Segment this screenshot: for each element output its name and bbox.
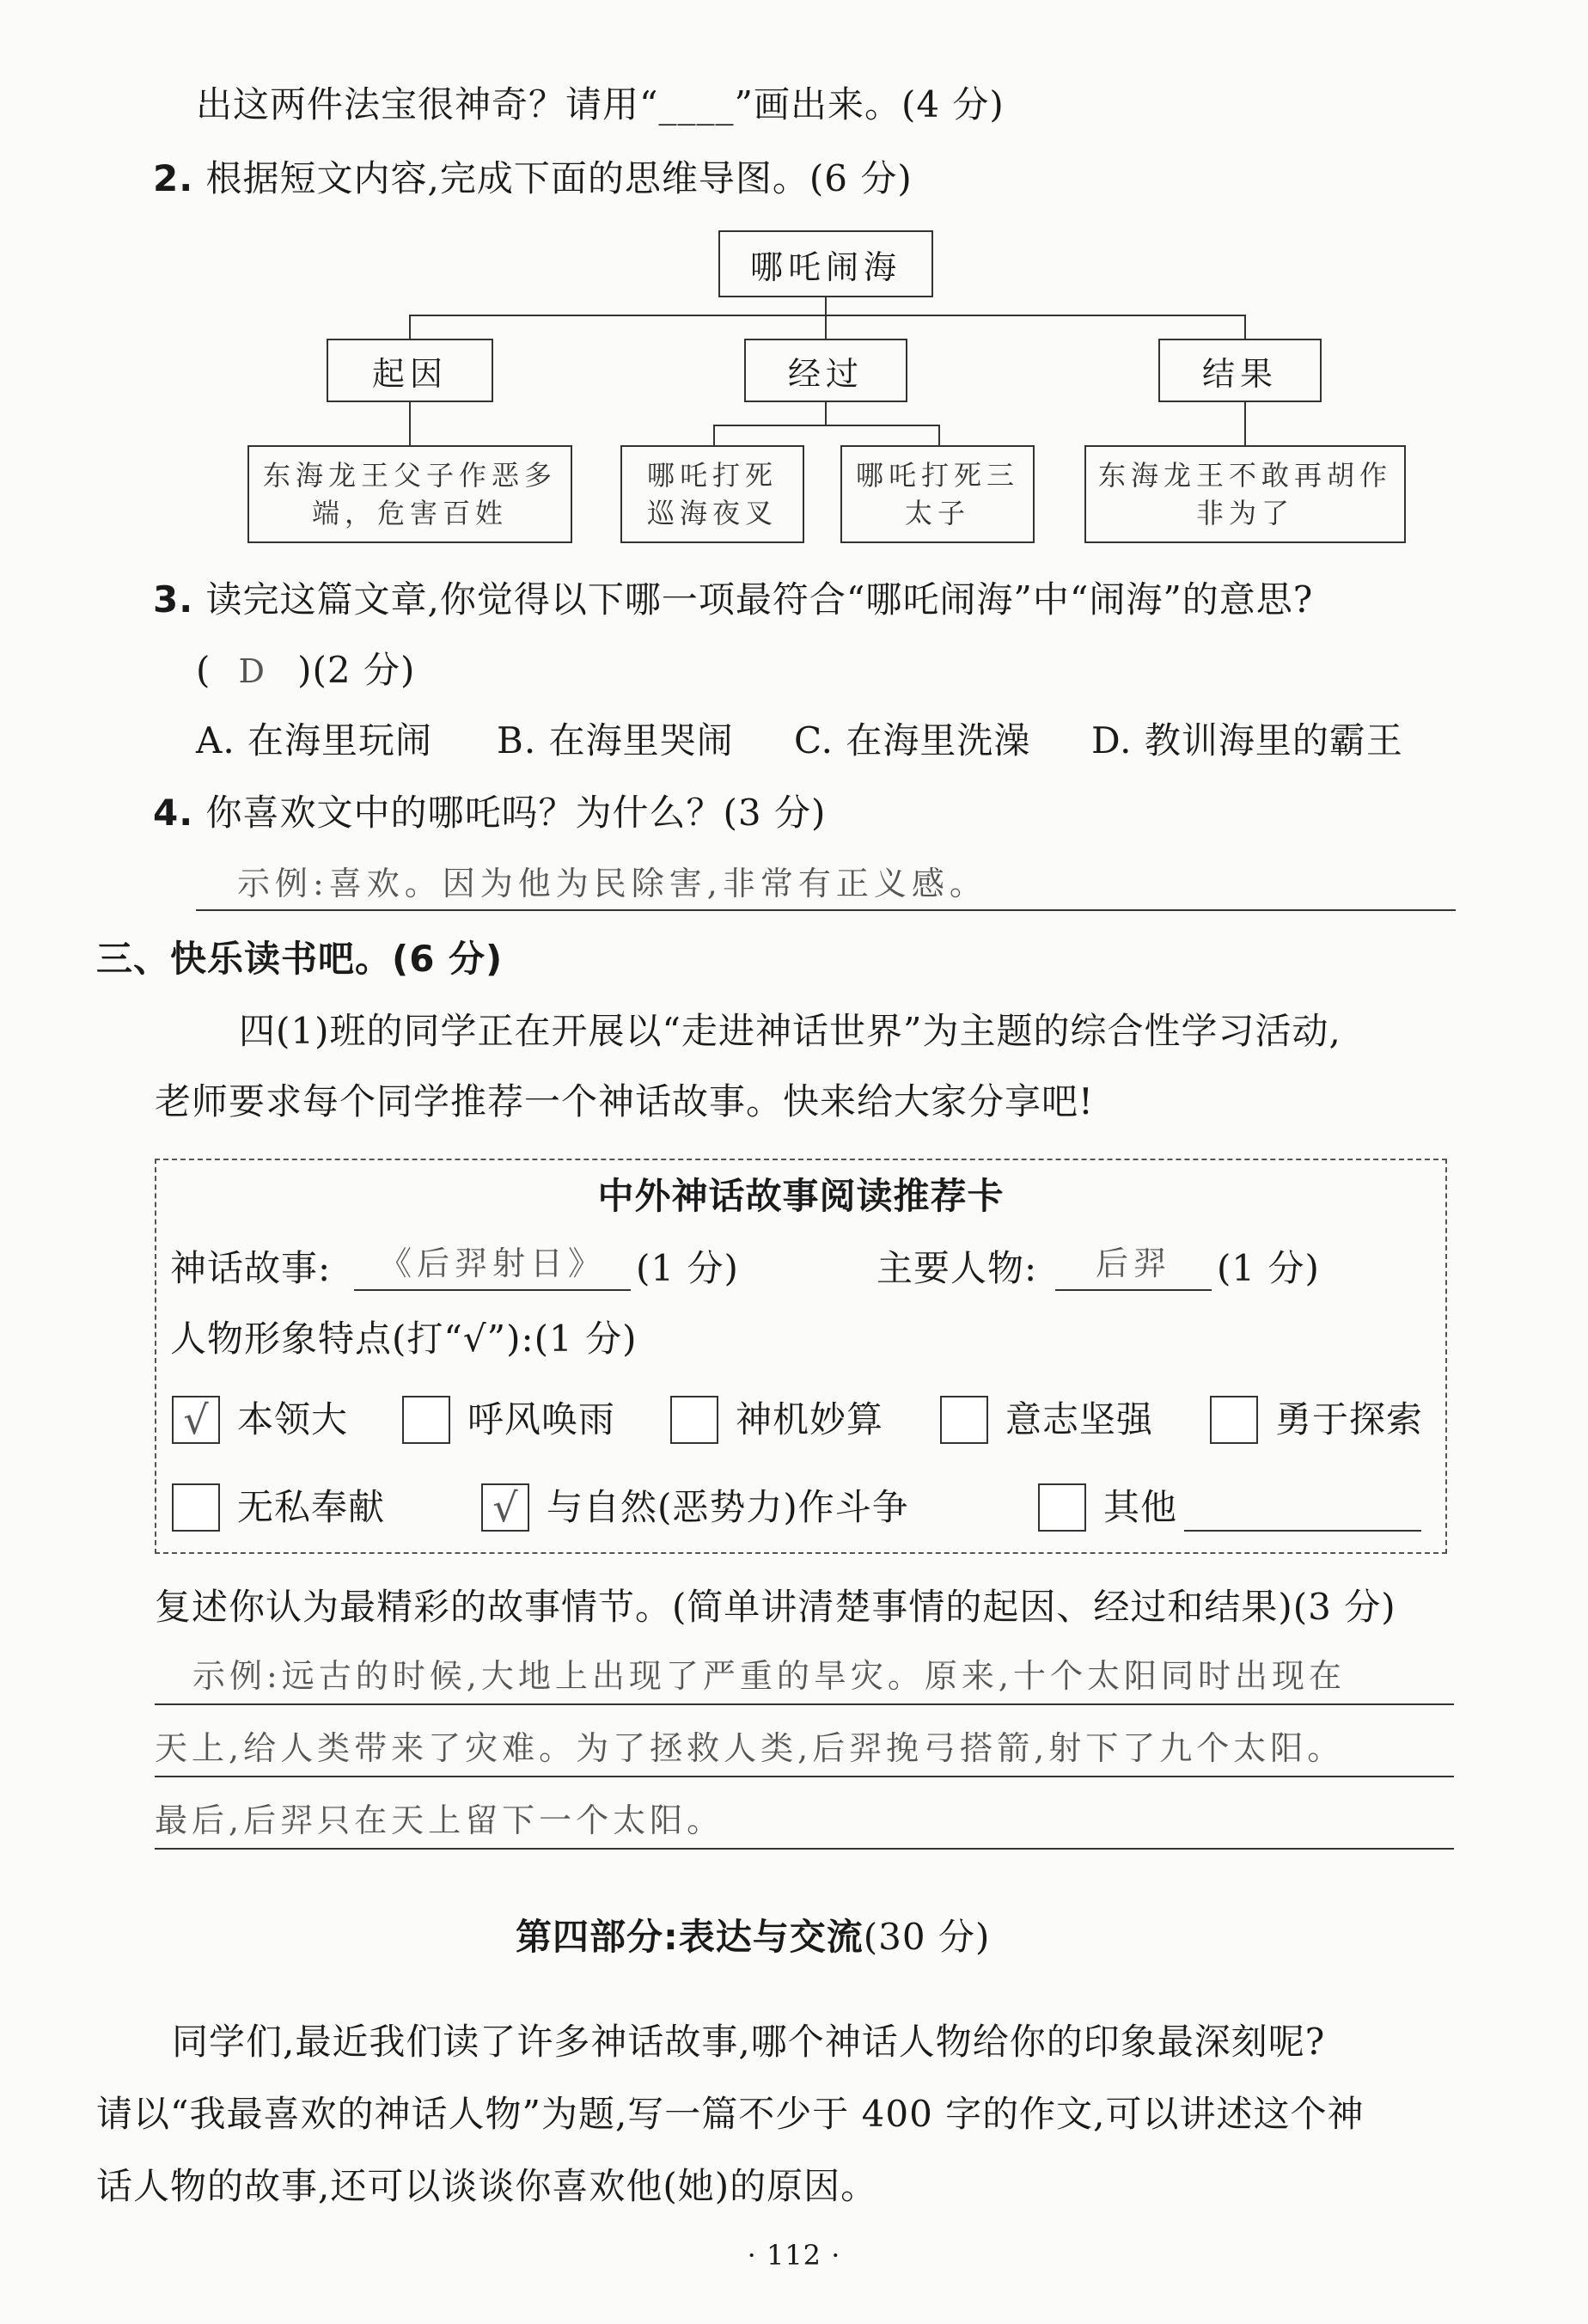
q4-answer: 示例:喜欢。因为他为民除害,非常有正义感。: [237, 865, 987, 902]
mindmap-leaf: [247, 445, 572, 543]
trait-label: 本领大: [237, 1398, 349, 1440]
mindmap-branch-result: [1158, 339, 1322, 402]
q3-text: 读完这篇文章,你觉得以下哪一项最符合“哪吒闹海”中“闹海”的意思?: [205, 578, 1314, 621]
q2-text: 根据短文内容,完成下面的思维导图。(6 分): [205, 157, 913, 199]
connector: [409, 315, 411, 339]
trait-label: 神机妙算: [736, 1398, 884, 1440]
q3-answer-line: [196, 646, 415, 695]
q3-number: 3.: [153, 578, 194, 621]
part4-heading: [516, 1913, 990, 1961]
section3-intro-2: 老师要求每个同学推荐一个神话故事。快来给大家分享吧!: [155, 1080, 1094, 1122]
check-icon: √: [492, 1484, 518, 1531]
story-underline: [354, 1289, 631, 1291]
branch-label: 结果: [1201, 354, 1278, 393]
q1-tail-text: 出这两件法宝很神奇？请用“____”画出来。(4 分): [196, 83, 1005, 125]
other-underline: [1184, 1530, 1421, 1532]
q4-line: [153, 789, 826, 837]
trait-checkbox[interactable]: [1210, 1396, 1258, 1444]
part4-line: 话人物的故事,还可以谈谈你喜欢他(她)的原因。: [96, 2165, 878, 2207]
connector: [713, 425, 715, 445]
mindmap-leaf: [840, 445, 1035, 543]
part4-title: 第四部分:表达与交流: [516, 1916, 864, 1958]
retell-answer-line: 最后,后羿只在天上留下一个太阳。: [155, 1801, 724, 1839]
trait-label: 勇于探索: [1275, 1398, 1424, 1440]
trait-label: 其他: [1103, 1486, 1178, 1528]
trait-label: 与自然(恶势力)作斗争: [547, 1486, 909, 1528]
answer-underline: [155, 1703, 1454, 1705]
answer-underline: [155, 1848, 1454, 1850]
trait-checkbox[interactable]: [1038, 1483, 1086, 1532]
q2-line: [153, 155, 913, 203]
trait-checkbox[interactable]: [402, 1396, 450, 1444]
retell-answer-line: 天上,给人类带来了灾难。为了拯救人类,后羿挽弓搭箭,射下了九个太阳。: [155, 1729, 1345, 1767]
q4-number: 4.: [153, 792, 194, 834]
q3-option-b: B. 在海里哭闹: [497, 719, 734, 761]
story-score: (1 分): [636, 1247, 739, 1289]
q3-option-c: C. 在海里洗澡: [794, 719, 1031, 761]
paren-close: )(2 分): [297, 649, 416, 691]
q3-option-a: A. 在海里玩闹: [196, 719, 433, 761]
part4-score: (30 分): [863, 1916, 991, 1958]
page-number: · 112 ·: [747, 2239, 841, 2272]
connector: [1244, 402, 1246, 445]
paren-open: (: [196, 649, 211, 691]
section3-intro-1: 四(1)班的同学正在开展以“走进神话世界”为主题的综合性学习活动,: [239, 1010, 1341, 1052]
q2-number: 2.: [153, 157, 194, 199]
trait-checkbox[interactable]: [670, 1396, 718, 1444]
mindmap-leaf: [620, 445, 804, 543]
q3-answer: D: [238, 652, 270, 690]
character-value: 后羿: [1095, 1245, 1171, 1282]
branch-label: 起因: [371, 354, 448, 393]
connector: [825, 315, 827, 339]
connector: [409, 315, 1246, 316]
trait-label: 意志坚强: [1005, 1398, 1154, 1440]
q3-option-d: D. 教训海里的霸王: [1091, 719, 1403, 761]
trait-checkbox-checked[interactable]: [481, 1483, 529, 1532]
retell-prompt: 复述你认为最精彩的故事情节。(简单讲清楚事情的起因、经过和结果)(3 分): [155, 1586, 1396, 1628]
retell-answer-line: 示例:远古的时候,大地上出现了严重的旱灾。原来,十个太阳同时出现在: [192, 1657, 1346, 1695]
mindmap-leaf: [1084, 445, 1406, 543]
trait-checkbox[interactable]: [940, 1396, 988, 1444]
q3-line: [153, 576, 1313, 624]
leaf-text: 东海龙王父子作恶多端，危害百姓: [262, 459, 557, 529]
connector: [409, 402, 411, 445]
trait-checkbox-checked[interactable]: [172, 1396, 220, 1444]
branch-label: 经过: [787, 354, 864, 393]
answer-underline: [196, 909, 1456, 911]
q4-text: 你喜欢文中的哪吒吗？为什么？(3 分): [205, 792, 827, 834]
trait-label: 无私奉献: [237, 1486, 386, 1528]
mindmap-branch-process: [744, 339, 907, 402]
connector: [1244, 315, 1246, 339]
leaf-text: 哪吒打死三太子: [855, 459, 1019, 529]
trait-checkbox[interactable]: [172, 1483, 220, 1532]
part4-line: 请以“我最喜欢的神话人物”为题,写一篇不少于 400 字的作文,可以讲述这个神: [96, 2093, 1365, 2135]
answer-underline: [155, 1776, 1454, 1777]
story-value: 《后羿射日》: [378, 1245, 606, 1282]
connector: [938, 425, 940, 445]
connector: [825, 402, 827, 425]
mindmap-root: [718, 230, 933, 297]
story-label: 神话故事:: [170, 1247, 332, 1289]
leaf-text: 哪吒打死巡海夜叉: [646, 459, 778, 529]
mindmap-root-label: 哪吒闹海: [749, 248, 901, 286]
traits-label: 人物形象特点(打“√”):(1 分): [170, 1318, 638, 1360]
part4-line: 同学们,最近我们读了许多神话故事,哪个神话人物给你的印象最深刻呢?: [172, 2021, 1326, 2063]
leaf-text: 东海龙王不敢再胡作非为了: [1098, 459, 1393, 529]
character-underline: [1055, 1289, 1212, 1291]
section3-title: 三、快乐读书吧。(6 分): [96, 938, 504, 980]
character-score: (1 分): [1217, 1247, 1320, 1289]
character-label: 主要人物:: [876, 1247, 1038, 1289]
card-title: 中外神话故事阅读推荐卡: [597, 1175, 1005, 1217]
trait-label: 呼风唤雨: [467, 1398, 616, 1440]
check-icon: √: [183, 1397, 209, 1443]
connector: [713, 425, 938, 426]
connector: [825, 297, 827, 315]
mindmap-branch-cause: [327, 339, 493, 402]
